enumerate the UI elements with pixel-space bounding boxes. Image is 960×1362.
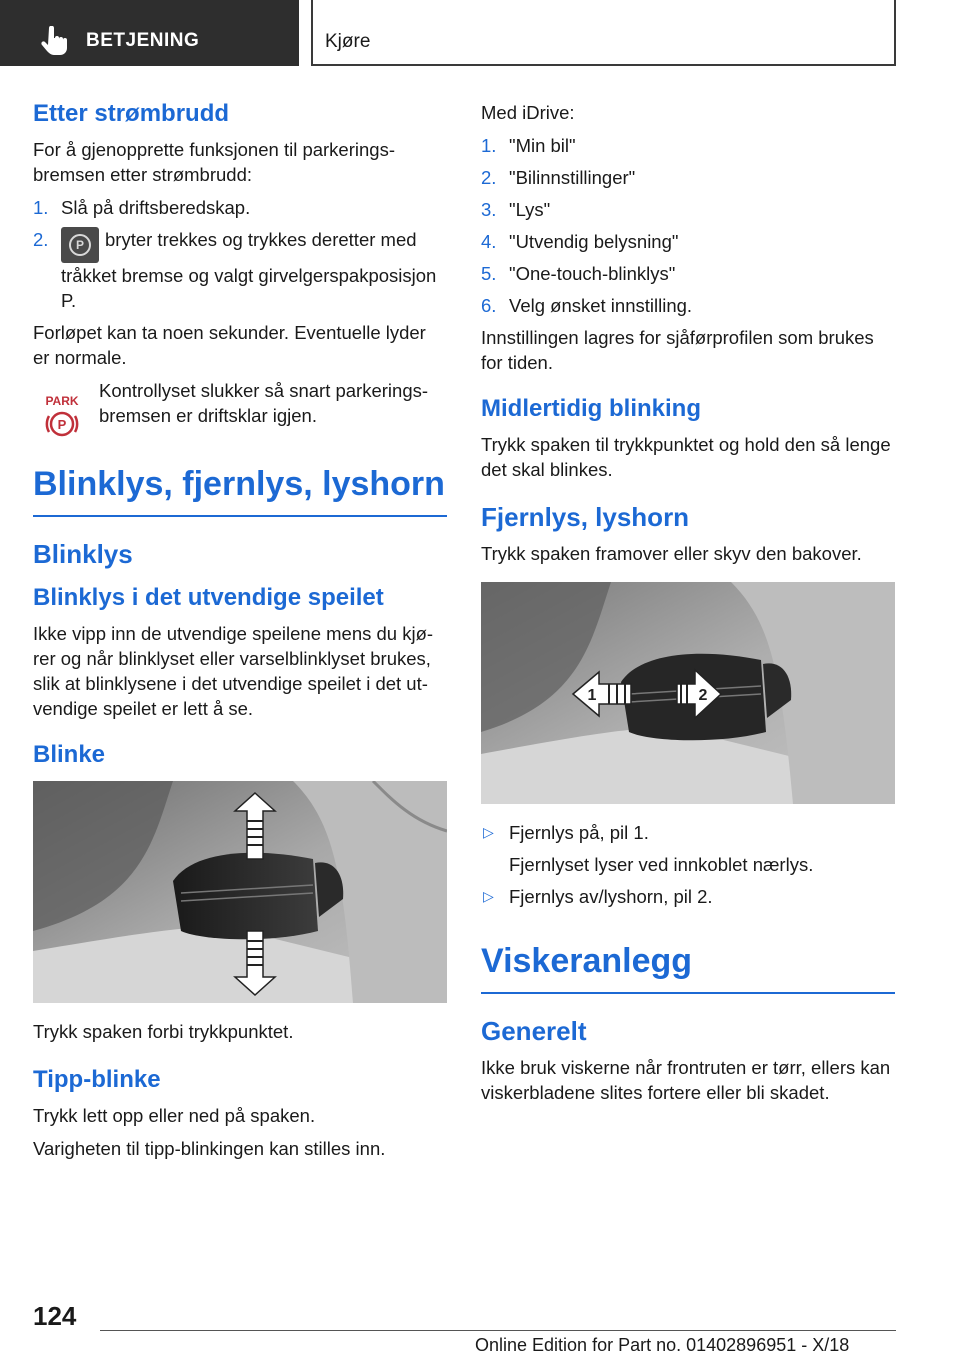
- park-label: PARK: [45, 393, 79, 408]
- step-number: 4.: [481, 231, 497, 252]
- chapter-heading: Blinklys, fjernlys, lyshorn: [33, 464, 447, 517]
- item-text: Fjernlys av/lyshorn, pil 2.: [509, 885, 713, 907]
- step-text: "Utvendig belysning": [509, 231, 679, 252]
- triangle-bullet-icon: ▷: [483, 823, 494, 840]
- turn-signal-lever-photo: [33, 781, 447, 1003]
- parking-brake-button-icon: [61, 227, 99, 263]
- list-item: [481, 293, 895, 318]
- triangle-bullet-icon: ▷: [483, 887, 494, 904]
- list-item: [481, 261, 895, 286]
- parking-brake-symbol: P: [69, 234, 91, 256]
- step-number: 1.: [33, 196, 49, 218]
- park-letter: P: [57, 416, 67, 432]
- hand-pointer-icon: [40, 26, 68, 56]
- generelt-text: Ikke bruk viskerne når frontruten er tørr, ellers kan viskerbladene slites fortere eller bli skadet.: [481, 1056, 891, 1103]
- footer-divider: [100, 1330, 896, 1331]
- chapter-tab: [311, 0, 896, 66]
- section-title: BETJENING: [86, 30, 200, 51]
- step-number: 2.: [481, 167, 497, 188]
- wiper-heading: Viskeranlegg: [481, 941, 895, 994]
- step-number: 1.: [481, 135, 497, 156]
- indicator-text: Kontrollyset slukker så snart parkeringsbremsen er driftsklar igjen.: [99, 379, 429, 426]
- blinklys-heading: Blinklys: [33, 538, 133, 569]
- list-item: [481, 165, 895, 190]
- list-item: [481, 197, 895, 222]
- list-item: [481, 229, 895, 254]
- chapter-title: Kjøre: [325, 31, 371, 52]
- list-item: [481, 133, 895, 158]
- list-item: [481, 820, 895, 877]
- right-column: [481, 100, 895, 1113]
- arrow-1-label: 1: [587, 686, 597, 704]
- step-number: 2.: [33, 228, 49, 250]
- step-number: 3.: [481, 199, 497, 220]
- step-text: Slå på driftsberedskap.: [61, 196, 251, 218]
- edition-text: Online Edition for Part no. 01402896951 - X/18: [475, 1335, 850, 1355]
- tipp-text-2: Varigheten til tipp-blinkingen kan stilles inn.: [33, 1138, 386, 1160]
- mirror-text: Ikke vipp inn de utvendige speilene mens du kjører og når blinklyset eller varselblinklyset brukes, slik at blinklysene i det utvendige speilet i det utvendige speilet er lett å se.: [33, 622, 434, 719]
- step-text: "Bilinnstillinger": [509, 167, 636, 188]
- step-number: 6.: [481, 295, 497, 316]
- step-number: 5.: [481, 263, 497, 284]
- item-text: Fjernlys på, pil 1.: [509, 821, 649, 843]
- step-text: "Min bil": [509, 135, 576, 156]
- section-tab: [0, 0, 299, 66]
- high-beam-lever-photo: [481, 582, 895, 804]
- mirror-heading: Blinklys i det utvendige speilet: [33, 583, 384, 611]
- tipp-heading: Tipp-blinke: [33, 1066, 161, 1094]
- list-item: [481, 884, 895, 909]
- temp-text: Trykk spaken til trykkpunktet og hold den så lenge det skal blinkes.: [481, 433, 891, 480]
- page-number: 124: [33, 1301, 77, 1331]
- item-subtext: Fjernlyset lyser ved innkoblet nærlys.: [509, 853, 814, 875]
- tipp-text-1: Trykk lett opp eller ned på spaken.: [33, 1105, 316, 1127]
- idrive-steps: [481, 133, 895, 318]
- power-failure-steps: [33, 195, 447, 313]
- step-text: bryter trekkes og trykkes deretter med tråkket bremse og valgt girvelgerspakposisjon P.: [61, 228, 437, 311]
- blinke-heading: Blinke: [33, 740, 106, 768]
- indicator-block: [33, 378, 447, 432]
- power-failure-heading: Etter strømbrudd: [33, 100, 230, 127]
- power-failure-note: Forløpet kan ta noen sekunder. Eventuelle lyder er normale.: [33, 321, 426, 368]
- list-item: [33, 227, 447, 313]
- list-item: [33, 195, 447, 220]
- park-warning-icon: [37, 392, 87, 442]
- idrive-intro: Med iDrive:: [481, 102, 575, 123]
- temp-heading: Midlertidig blinking: [481, 395, 701, 422]
- step-text: "One-touch-blinklys": [509, 263, 676, 284]
- high-beam-list: [481, 820, 895, 909]
- step-text: "Lys": [509, 199, 551, 220]
- high-beam-text: Trykk spaken framover eller skyv den bakover.: [481, 542, 862, 564]
- arrow-2-label: 2: [698, 686, 708, 704]
- step-text: Velg ønsket innstilling.: [509, 295, 693, 316]
- high-beam-heading: Fjernlys, lyshorn: [481, 501, 690, 532]
- power-failure-intro: For å gjenopprette funksjonen til parkeringsbremsen etter strømbrudd:: [33, 138, 395, 185]
- left-column: [33, 100, 447, 1169]
- profile-note: Innstillingen lagres for sjåførprofilen som brukes for tiden.: [481, 327, 874, 373]
- generelt-heading: Generelt: [481, 1015, 587, 1046]
- blinke-caption: Trykk spaken forbi trykkpunktet.: [33, 1021, 294, 1043]
